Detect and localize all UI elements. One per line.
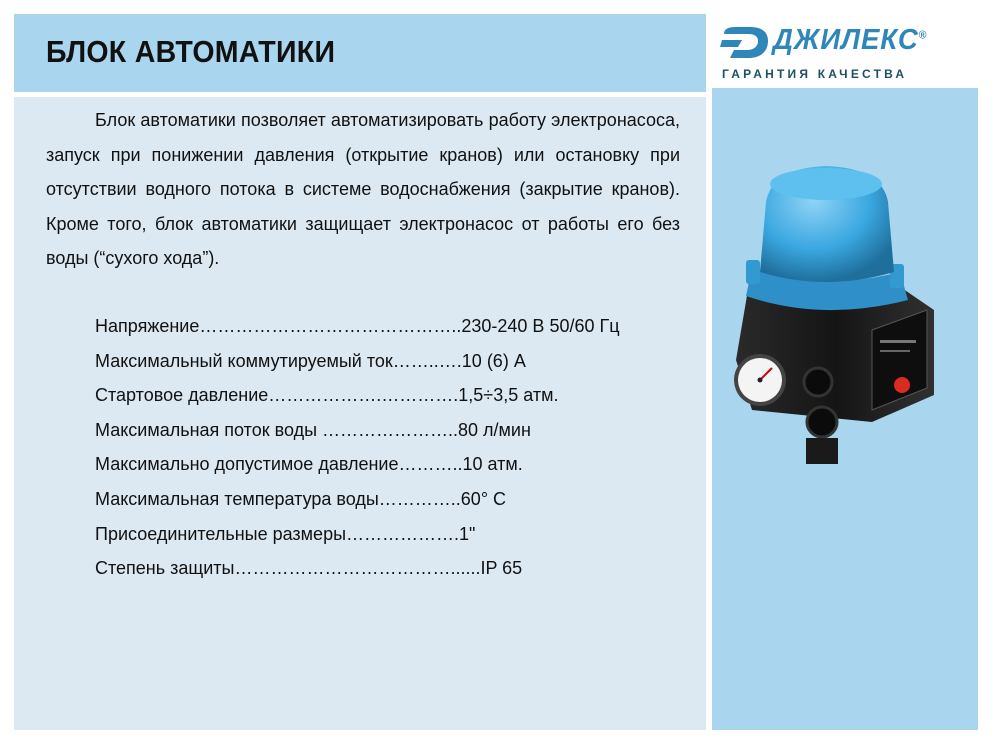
spec-max-temperature: Максимальная температура воды…………..60° С — [95, 488, 507, 509]
brand-name-text: ДЖИЛЕКС — [773, 24, 919, 56]
spec-protection-class: Степень защиты………………………………......IP 65 — [95, 558, 523, 579]
page-title: БЛОК АВТОМАТИКИ — [46, 34, 336, 69]
spec-max-current: Максимальный коммутируемый ток……..….10 (6) А — [95, 350, 526, 371]
spec-max-pressure: Максимально допустимое давление………..10 атм. — [95, 454, 523, 475]
brand-tagline: ГАРАНТИЯ КАЧЕСТВА — [722, 67, 908, 81]
spec-voltage: Напряжение……………………………………..230-240 В 50/60 Гц — [95, 316, 620, 336]
description-text: Блок автоматики позволяет автоматизировать работу электронасоса, запуск при понижении давления (открытие кранов) или остановку при отсутствии водного потока в системе водоснабжения (закрытие кранов). Кроме того, блок автоматики защищает электронасос от работы его без воды (“сухого хода”). — [46, 110, 680, 269]
jileks-logo-icon — [720, 26, 772, 60]
spec-list — [95, 309, 620, 586]
trademark-mark: ® — [918, 29, 928, 42]
brand-name — [773, 24, 963, 57]
pressure-control-unit-image — [722, 160, 942, 490]
spec-connection-size: Присоединительные размеры……………….1" — [95, 523, 476, 544]
spec-start-pressure: Стартовое давление……………….………….1,5÷3,5 атм. — [95, 385, 559, 406]
spec-max-flow: Максимальная поток воды …………………..80 л/мин — [95, 419, 531, 440]
